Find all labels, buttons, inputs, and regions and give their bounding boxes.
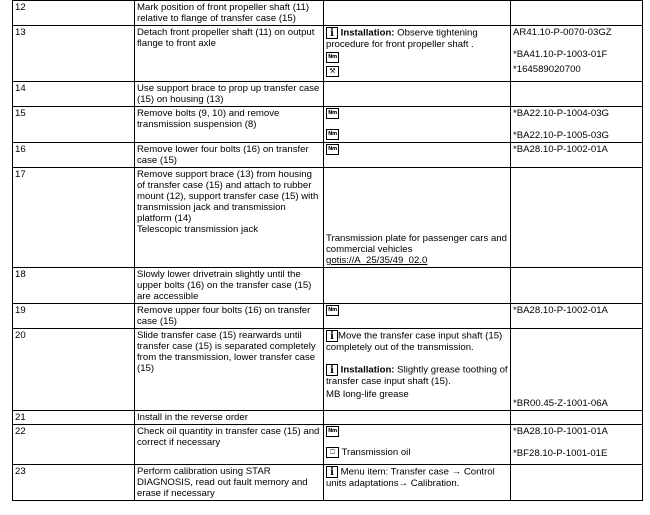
reference-link[interactable]: *BA22.10-P-1005-03G xyxy=(513,130,609,141)
step-number: 19 xyxy=(13,304,135,329)
step-number: 18 xyxy=(13,268,135,304)
special-tool-icon: ⚒ xyxy=(326,66,339,77)
reference-link[interactable]: *164589020700 xyxy=(513,64,581,75)
step-number: 20 xyxy=(13,329,135,411)
note-label: Installation: xyxy=(340,364,395,376)
table-row xyxy=(13,304,643,329)
step-text: Telescopic transmission jack xyxy=(137,224,259,235)
oil-can-icon: ⎕ xyxy=(326,447,339,458)
reference-link[interactable]: gotis://A_25/35/49_02.0 xyxy=(326,255,428,266)
step-number: 13 xyxy=(13,26,135,82)
info-icon: i xyxy=(326,466,338,478)
table-row xyxy=(13,268,643,304)
table-row xyxy=(13,26,643,82)
step-number: 12 xyxy=(13,1,135,26)
reference-link[interactable]: *BF28.10-P-1001-01E xyxy=(513,448,608,459)
step-text: Remove lower four bolts (16) on transfer case (15) xyxy=(135,143,324,168)
step-number: 21 xyxy=(13,411,135,425)
table-row xyxy=(13,411,643,425)
note-text: MB long-life grease xyxy=(326,389,409,400)
table-row xyxy=(13,329,643,411)
info-icon: i xyxy=(326,364,338,376)
info-icon: i xyxy=(326,330,338,342)
reference-link[interactable]: *BA41.10-P-1003-01F xyxy=(513,49,608,60)
procedure-table xyxy=(12,0,643,501)
step-text: Remove upper four bolts (16) on transfer case (15) xyxy=(135,304,324,329)
reference-link[interactable]: *BA22.10-P-1004-03G xyxy=(513,108,609,119)
reference-link[interactable]: *BA28.10-P-1002-01A xyxy=(511,304,643,329)
table-row xyxy=(13,168,643,268)
step-text: Detach front propeller shaft (11) on output flange to front axle xyxy=(135,26,324,82)
table-row xyxy=(13,465,643,501)
note-text: Observe tightening procedure for front propeller shaft . xyxy=(326,27,478,50)
reference-link[interactable]: AR41.10-P-0070-03GZ xyxy=(513,27,612,38)
info-icon: i xyxy=(326,27,338,39)
table-row xyxy=(13,82,643,107)
table-row xyxy=(13,425,643,465)
reference-link[interactable]: *BA28.10-P-1002-01A xyxy=(511,143,643,168)
step-number: 14 xyxy=(13,82,135,107)
step-number: 15 xyxy=(13,107,135,143)
step-text: Check oil quantity in transfer case (15) and correct if necessary xyxy=(135,425,324,465)
table-row xyxy=(13,107,643,143)
table-row xyxy=(13,143,643,168)
note-text: Slightly grease toothing of transfer case input shaft (15). xyxy=(326,364,508,387)
step-text: Slowly lower drivetrain slightly until the upper bolts (16) on the transfer case (15) are accessible xyxy=(135,268,324,304)
torque-nm-icon: Nm xyxy=(326,426,339,437)
step-number: 22 xyxy=(13,425,135,465)
note-label: Installation: xyxy=(340,27,395,39)
torque-nm-icon: Nm xyxy=(326,129,339,140)
note-text: Menu item: Transfer case → Control units adaptations→ Calibration. xyxy=(326,466,495,489)
step-text: Slide transfer case (15) rearwards until transfer case (15) is separated completely from the transmission, lower transfer case (15) xyxy=(135,329,324,411)
note-text: Transmission plate for passenger cars and commercial vehicles xyxy=(326,233,507,255)
step-number: 16 xyxy=(13,143,135,168)
step-number: 23 xyxy=(13,465,135,501)
step-text: Install in the reverse order xyxy=(135,411,324,425)
note-text: Transmission oil xyxy=(341,447,411,459)
table-row xyxy=(13,1,643,26)
torque-nm-icon: Nm xyxy=(326,144,339,155)
step-text: Use support brace to prop up transfer case (15) on housing (13) xyxy=(135,82,324,107)
step-text: Remove support brace (13) from housing of transfer case (15) and attach to rubber mount (12), support transfer case (15) with transmission jack and transmission platform (14) xyxy=(137,169,319,224)
reference-link[interactable]: *BR00.45-Z-1001-06A xyxy=(513,398,608,409)
torque-nm-icon: Nm xyxy=(326,108,339,119)
torque-nm-icon: Nm xyxy=(326,305,339,316)
note-text: Move the transfer case input shaft (15) completely out of the transmission. xyxy=(326,330,503,353)
step-number: 17 xyxy=(13,168,135,268)
step-text: Mark position of front propeller shaft (11) relative to flange of transfer case (15) xyxy=(135,1,324,26)
step-text: Perform calibration using STAR DIAGNOSIS, read out fault memory and erase if necessary xyxy=(135,465,324,501)
torque-nm-icon: Nm xyxy=(326,52,339,63)
step-text: Remove bolts (9, 10) and remove transmission suspension (8) xyxy=(135,107,324,143)
reference-link[interactable]: *BA28.10-P-1001-01A xyxy=(513,426,608,437)
